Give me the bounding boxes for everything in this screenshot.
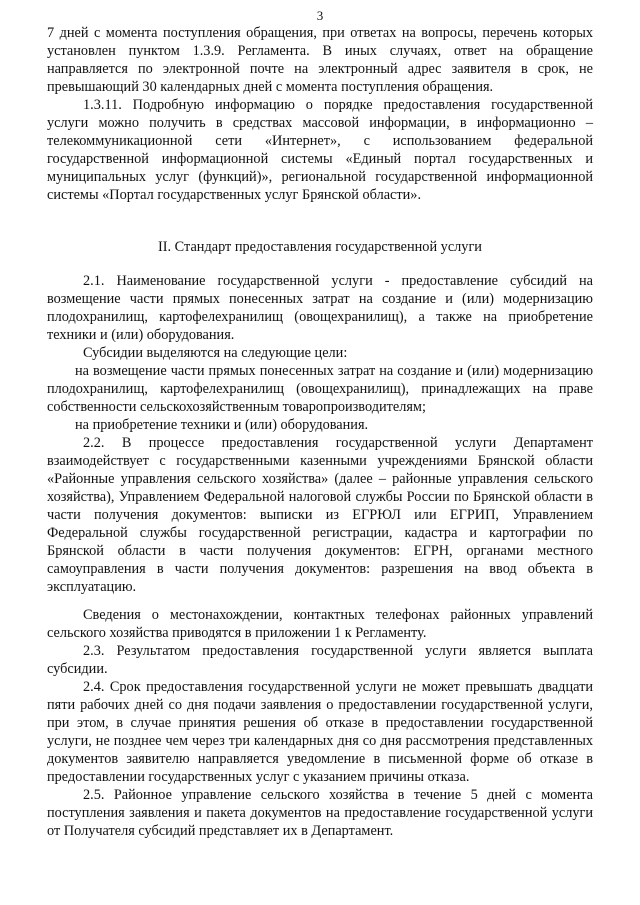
document-body [47, 24, 593, 840]
paragraph-2-3: 2.3. Результатом предоставления государственной услуги является выплата субсидии. [47, 643, 593, 677]
section-title: II. Стандарт предоставления государственной услуги [158, 239, 482, 255]
paragraph-goal-equipment: на приобретение техники и (или) оборудования. [75, 417, 369, 433]
paragraph-2-1: 2.1. Наименование государственной услуги - предоставление субсидий на возмещение части прямых понесенных затрат на создание и (или) модернизацию плодохранилищ, картофелехранилищ (овощехранилищ), а также на приобретение техники и (или) оборудования. [47, 273, 593, 343]
paragraph-1-3-11: 1.3.11. Подробную информацию о порядке предоставления государственной услуги можно получить в средствах массовой информации, в информационно – телекоммуникационной сети «Интернет», с использованием федеральной государственной информационной системы «Единый портал государственных и муниципальных услуг (функций)», региональной государственной информационной системы «Портал государственных услуг Брянской области». [47, 97, 593, 203]
paragraph-contacts: Сведения о местонахождении, контактных телефонах районных управлений сельского хозяйства приводятся в приложении 1 к Регламенту. [47, 607, 593, 641]
paragraph-subsidy-goals: Субсидии выделяются на следующие цели: [83, 345, 348, 361]
paragraph-2-4: 2.4. Срок предоставления государственной услуги не может превышать двадцати пяти рабочих дней со дня подачи заявления о предоставлении государственной услуги, при этом, в случае принятия решения об отказе в предоставлении государственной услуги, не позднее чем через три календарных дня со дня рассмотрения представленных документов заявителю направляется уведомление в письменной форме об отказе в предоставлении государственных услуг с указанием причины отказа. [47, 679, 593, 785]
paragraph-2-5: 2.5. Районное управление сельского хозяйства в течение 5 дней с момента поступления заявления и пакета документов на предоставление государственной услуги от Получателя субсидий представляет их в Департамент. [47, 787, 593, 839]
page-number: 3 [316, 8, 324, 23]
paragraph-goal-storage: на возмещение части прямых понесенных затрат на создание и (или) модернизацию плодохранилищ, картофелехранилищ (овощехранилищ), принадлежащих на праве собственности сельскохозяйственным товаропроизводителям; [47, 363, 593, 415]
paragraph-2-2: 2.2. В процессе предоставления государственной услуги Департамент взаимодействует с государственными казенными учреждениями Брянской области «Районные управления сельского хозяйства» (далее – районные управления сельского хозяйства), Управлением Федеральной налоговой службы России по Брянской области в части получения документов: выписки из ЕГРЮЛ или ЕГРИП, Управлением Федеральной службы государственной регистрации, кадастра и картографии по Брянской области в части получения документов: ЕГРН, органами местного самоуправления в части получения документов: разрешения на ввод объекта в эксплуатацию. [47, 435, 593, 595]
paragraph-response-terms: 7 дней с момента поступления обращения, при ответах на вопросы, перечень которых установлен пунктом 1.3.9. Регламента. В иных случаях, ответ на обращение направляется по электронной почте на электронный адрес заявителя в срок, не превышающий 30 календарных дней с момента поступления обращения. [47, 25, 593, 95]
